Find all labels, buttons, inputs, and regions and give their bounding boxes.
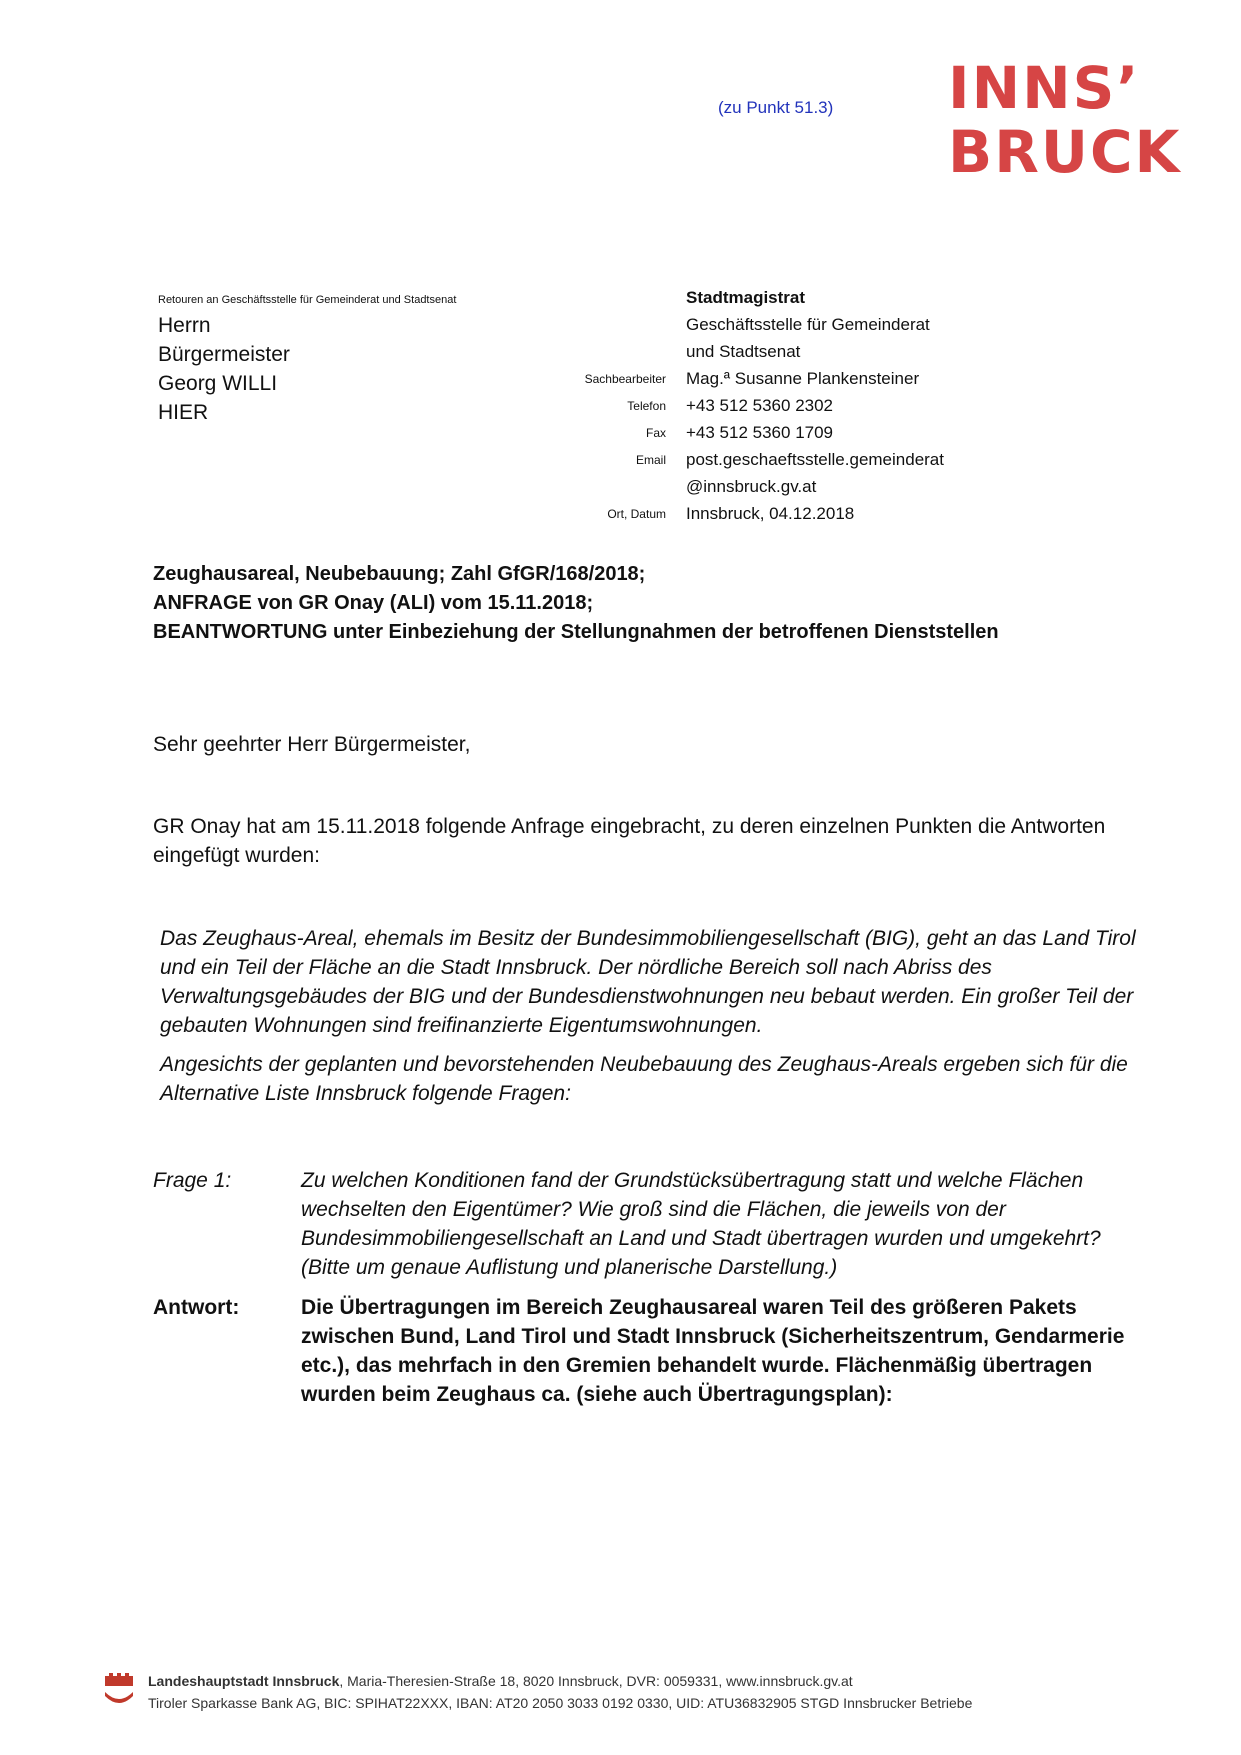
- answer-text: Die Übertragungen im Bereich Zeughausareal waren Teil des größeren Pakets zwischen Bund, Land Tirol und Stadt Innsbruck (Sicherheitszentrum, Gendarmerie etc.), das mehrfach in den Gremien behandelt wurde. Flächenmäßig übertragen wurden beim Zeughaus ca. (siehe auch Übertragungsplan):: [301, 1296, 1125, 1406]
- sender-value: +43 512 5360 2302: [686, 396, 834, 415]
- sender-value: Mag.ª Susanne Plankensteiner: [686, 369, 920, 388]
- return-note: Retouren an Geschäftsstelle für Gemeinderat und Stadtsenat: [158, 294, 457, 306]
- quote-paragraph: Angesichts der geplanten und bevorstehenden Neubebauung des Zeughaus-Areals ergeben sich für die Alternative Liste Innsbruck folgende Fragen:: [160, 1053, 1128, 1105]
- salutation: Sehr geehrter Herr Bürgermeister,: [153, 733, 471, 756]
- sender-row: [580, 312, 1000, 339]
- subject-line: ANFRAGE von GR Onay (ALI) vom 15.11.2018;: [153, 592, 594, 614]
- subject-block: [153, 560, 1153, 647]
- footer-city-name: Landeshauptstadt Innsbruck: [148, 1673, 340, 1689]
- sender-value: Innsbruck, 04.12.2018: [686, 504, 855, 523]
- sender-row: [580, 420, 1000, 447]
- question-label: Frage 1:: [153, 1169, 232, 1192]
- sender-label: [580, 339, 686, 345]
- sender-row: [580, 366, 1000, 393]
- intro-paragraph: GR Onay hat am 15.11.2018 folgende Anfrage eingebracht, zu deren einzelnen Punkten die Antworten eingefügt wurden:: [153, 815, 1106, 867]
- logo-line-2: BRUCK: [948, 118, 1182, 186]
- sender-label: [580, 474, 686, 480]
- sender-row: [580, 447, 1000, 474]
- sender-row: [580, 474, 1000, 501]
- recipient-address: [158, 311, 290, 427]
- sender-label: Email: [635, 453, 666, 467]
- logo-line-1: INNS’: [948, 54, 1141, 122]
- sender-label: [580, 285, 686, 291]
- sender-label: Telefon: [627, 399, 666, 413]
- address-line: Bürgermeister: [158, 343, 290, 366]
- sender-info: [580, 285, 1000, 528]
- sender-value: Geschäftsstelle für Gemeinderat: [686, 315, 930, 334]
- sender-row: [580, 339, 1000, 366]
- sender-row: [580, 393, 1000, 420]
- inquiry-quote: [160, 924, 1150, 1118]
- sender-value: Stadtmagistrat: [686, 288, 806, 307]
- sender-row: [580, 501, 1000, 528]
- footer-text: [148, 1670, 972, 1714]
- subject-line: BEANTWORTUNG unter Einbeziehung der Stellungnahmen der betroffenen Dienststellen: [153, 621, 999, 643]
- footer-line-2: Tiroler Sparkasse Bank AG, BIC: SPIHAT22XXX, IBAN: AT20 2050 3033 0192 0330, UID: ATU36832905 STGD Innsbrucker Betriebe: [148, 1695, 973, 1711]
- quote-paragraph: Das Zeughaus-Areal, ehemals im Besitz der Bundesimmobiliengesellschaft (BIG), geht an das Land Tirol und ein Teil der Fläche an die Stadt Innsbruck. Der nördliche Bereich soll nach Abriss des Verwaltungsgebäudes der BIG und der Bundesdienstwohnungen neu bebaut werden. Ein großer Teil der gebauten Wohnungen sind freifinanzierte Eigentumswohnungen.: [160, 927, 1136, 1037]
- answer-1: [153, 1293, 1153, 1409]
- address-line: HIER: [158, 401, 209, 424]
- address-line: Georg WILLI: [158, 372, 278, 395]
- city-crest-icon: [104, 1672, 134, 1708]
- footer-line-1: [148, 1670, 972, 1692]
- sender-label: [580, 312, 686, 318]
- sender-label: Ort, Datum: [607, 507, 666, 521]
- sender-label: Sachbearbeiter: [584, 372, 666, 386]
- sender-value: +43 512 5360 1709: [686, 423, 834, 442]
- sender-value: post.geschaeftsstelle.gemeinderat: [686, 450, 944, 469]
- question-1: [153, 1166, 1153, 1282]
- answer-label: Antwort:: [153, 1296, 240, 1319]
- sender-value: und Stadtsenat: [686, 342, 801, 361]
- question-text: Zu welchen Konditionen fand der Grundstücksübertragung statt und welche Flächen wechselten den Eigentümer? Wie groß sind die Flächen, die jeweils von der Bundesimmobiliengesellschaft an Land und Stadt übertragen wurden und umgekehrt? (Bitte um genaue Auflistung und planerische Darstellung.): [301, 1169, 1101, 1279]
- sender-value: @innsbruck.gv.at: [686, 477, 817, 496]
- sender-label: Fax: [645, 426, 666, 440]
- innsbruck-logo: [948, 56, 1198, 186]
- reference-note: (zu Punkt 51.3): [718, 98, 834, 117]
- subject-line: Zeughausareal, Neubebauung; Zahl GfGR/168/2018;: [153, 563, 646, 585]
- footer-address: , Maria-Theresien-Straße 18, 8020 Innsbruck, DVR: 0059331, www.innsbruck.gv.at: [339, 1673, 853, 1689]
- address-line: Herrn: [158, 314, 211, 337]
- sender-row: [580, 285, 1000, 312]
